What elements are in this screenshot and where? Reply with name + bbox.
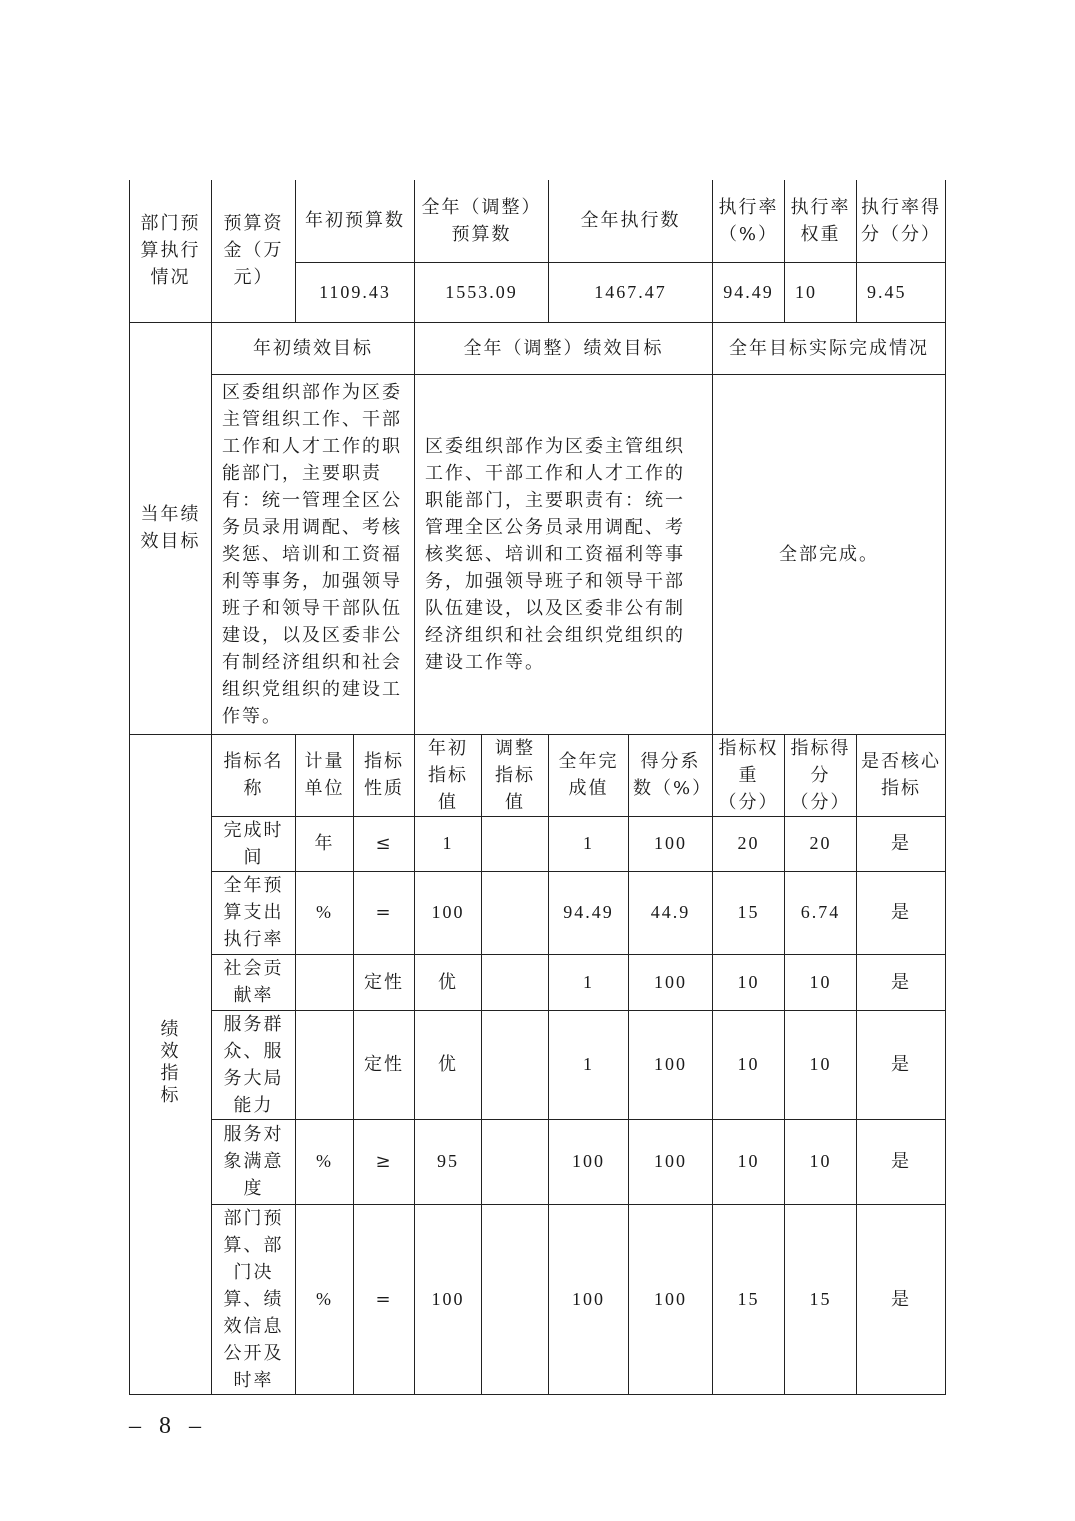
ind-coef: 100 (629, 954, 713, 1010)
ind-adjusted (482, 954, 549, 1010)
header-initial-budget: 年初预算数 (296, 180, 415, 262)
ind-initial: 优 (415, 954, 482, 1010)
ind-nature: 定性 (354, 954, 415, 1010)
ind-completed: 100 (549, 1119, 629, 1204)
ind-initial: 1 (415, 816, 482, 871)
ind-initial: 95 (415, 1119, 482, 1204)
table-row (130, 1204, 946, 1394)
ind-header-completed: 全年完成值 (549, 734, 629, 816)
ind-core: 是 (857, 1119, 946, 1204)
ind-weight: 20 (713, 816, 785, 871)
ind-name: 服务群众、服务大局能力 (212, 1010, 296, 1119)
ind-adjusted (482, 816, 549, 871)
ind-weight: 10 (713, 954, 785, 1010)
indicators-row-label: 绩效指标 (130, 734, 212, 1394)
ind-name: 社会贡献率 (212, 954, 296, 1010)
ind-weight: 15 (713, 1204, 785, 1394)
table-row (130, 871, 946, 954)
ind-coef: 100 (629, 1010, 713, 1119)
table-row (130, 954, 946, 1010)
ind-weight: 10 (713, 1119, 785, 1204)
ind-initial: 优 (415, 1010, 482, 1119)
ind-header-coef: 得分系数（%） (629, 734, 713, 816)
ind-weight: 15 (713, 871, 785, 954)
ind-completed: 100 (549, 1204, 629, 1394)
indicator-header-row (130, 734, 946, 816)
ind-core: 是 (857, 954, 946, 1010)
goals-actual-text: 全部完成。 (713, 374, 946, 734)
goals-header-initial: 年初绩效目标 (212, 322, 415, 374)
ind-unit: % (296, 1119, 354, 1204)
ind-name: 部门预算、部门决算、绩效信息公开及时率 (212, 1204, 296, 1394)
ind-header-score: 指标得分（分） (785, 734, 857, 816)
performance-table (129, 180, 946, 1395)
header-exec-rate: 执行率（%） (713, 180, 785, 262)
ind-core: 是 (857, 816, 946, 871)
ind-header-adjusted: 调整指标值 (482, 734, 549, 816)
table-row (130, 1119, 946, 1204)
value-executed: 1467.47 (549, 262, 713, 322)
ind-coef: 100 (629, 816, 713, 871)
ind-unit: 年 (296, 816, 354, 871)
ind-score: 10 (785, 954, 857, 1010)
ind-header-initial: 年初指标值 (415, 734, 482, 816)
ind-adjusted (482, 1010, 549, 1119)
header-exec-weight: 执行率权重 (785, 180, 857, 262)
ind-unit (296, 954, 354, 1010)
ind-nature: 定性 (354, 1010, 415, 1119)
goals-row-label: 当年绩效目标 (130, 322, 212, 734)
ind-adjusted (482, 1204, 549, 1394)
ind-unit: % (296, 1204, 354, 1394)
ind-core: 是 (857, 871, 946, 954)
ind-name: 完成时间 (212, 816, 296, 871)
ind-completed: 94.49 (549, 871, 629, 954)
value-initial-budget: 1109.43 (296, 262, 415, 322)
ind-score: 10 (785, 1119, 857, 1204)
ind-adjusted (482, 871, 549, 954)
table-row (130, 816, 946, 871)
ind-score: 10 (785, 1010, 857, 1119)
ind-weight: 10 (713, 1010, 785, 1119)
ind-unit (296, 1010, 354, 1119)
ind-completed: 1 (549, 1010, 629, 1119)
goals-text-row (130, 374, 946, 734)
ind-adjusted (482, 1119, 549, 1204)
value-exec-rate: 94.49 (713, 262, 785, 322)
ind-coef: 44.9 (629, 871, 713, 954)
ind-completed: 1 (549, 954, 629, 1010)
ind-score: 15 (785, 1204, 857, 1394)
goals-header-actual: 全年目标实际完成情况 (713, 322, 946, 374)
ind-header-core: 是否核心指标 (857, 734, 946, 816)
value-exec-weight: 10 (785, 262, 857, 322)
goals-header-row (130, 322, 946, 374)
goals-adjusted-text: 区委组织部作为区委主管组织工作、干部工作和人才工作的职能部门，主要职责有：统一管理全区公务员录用调配、考核奖惩、培训和工资福利等事务，加强领导班子和领导干部队伍建设，以及区委非公有制经济组织和社会组织党组织的建设工作等。 (415, 374, 713, 734)
ind-header-nature: 指标性质 (354, 734, 415, 816)
ind-name: 全年预算支出执行率 (212, 871, 296, 954)
funds-label: 预算资金（万元） (212, 180, 296, 322)
ind-core: 是 (857, 1204, 946, 1394)
ind-coef: 100 (629, 1204, 713, 1394)
header-adjusted-budget: 全年（调整）预算数 (415, 180, 549, 262)
goals-header-adjusted: 全年（调整）绩效目标 (415, 322, 713, 374)
ind-nature: = (354, 871, 415, 954)
table-row (130, 1010, 946, 1119)
goals-initial-text: 区委组织部作为区委主管组织工作、干部工作和人才工作的职能部门，主要职责有：统一管理全区公务员录用调配、考核奖惩、培训和工资福利等事务，加强领导班子和领导干部队伍建设，以及区委非公有制经济组织和社会组织党组织的建设工作等。 (212, 374, 415, 734)
budget-header-row (130, 180, 946, 262)
ind-nature: ≤ (354, 816, 415, 871)
ind-score: 6.74 (785, 871, 857, 954)
header-exec-score: 执行率得分（分） (857, 180, 946, 262)
ind-unit: % (296, 871, 354, 954)
ind-score: 20 (785, 816, 857, 871)
ind-initial: 100 (415, 1204, 482, 1394)
ind-name: 服务对象满意度 (212, 1119, 296, 1204)
header-executed: 全年执行数 (549, 180, 713, 262)
ind-header-unit: 计量单位 (296, 734, 354, 816)
ind-coef: 100 (629, 1119, 713, 1204)
ind-nature: ≥ (354, 1119, 415, 1204)
ind-completed: 1 (549, 816, 629, 871)
page-number: – 8 – (129, 1413, 207, 1439)
ind-core: 是 (857, 1010, 946, 1119)
ind-header-weight: 指标权重（分） (713, 734, 785, 816)
value-adjusted-budget: 1553.09 (415, 262, 549, 322)
ind-header-name: 指标名称 (212, 734, 296, 816)
budget-row-label: 部门预算执行情况 (130, 180, 212, 322)
ind-initial: 100 (415, 871, 482, 954)
value-exec-score: 9.45 (857, 262, 946, 322)
ind-nature: = (354, 1204, 415, 1394)
